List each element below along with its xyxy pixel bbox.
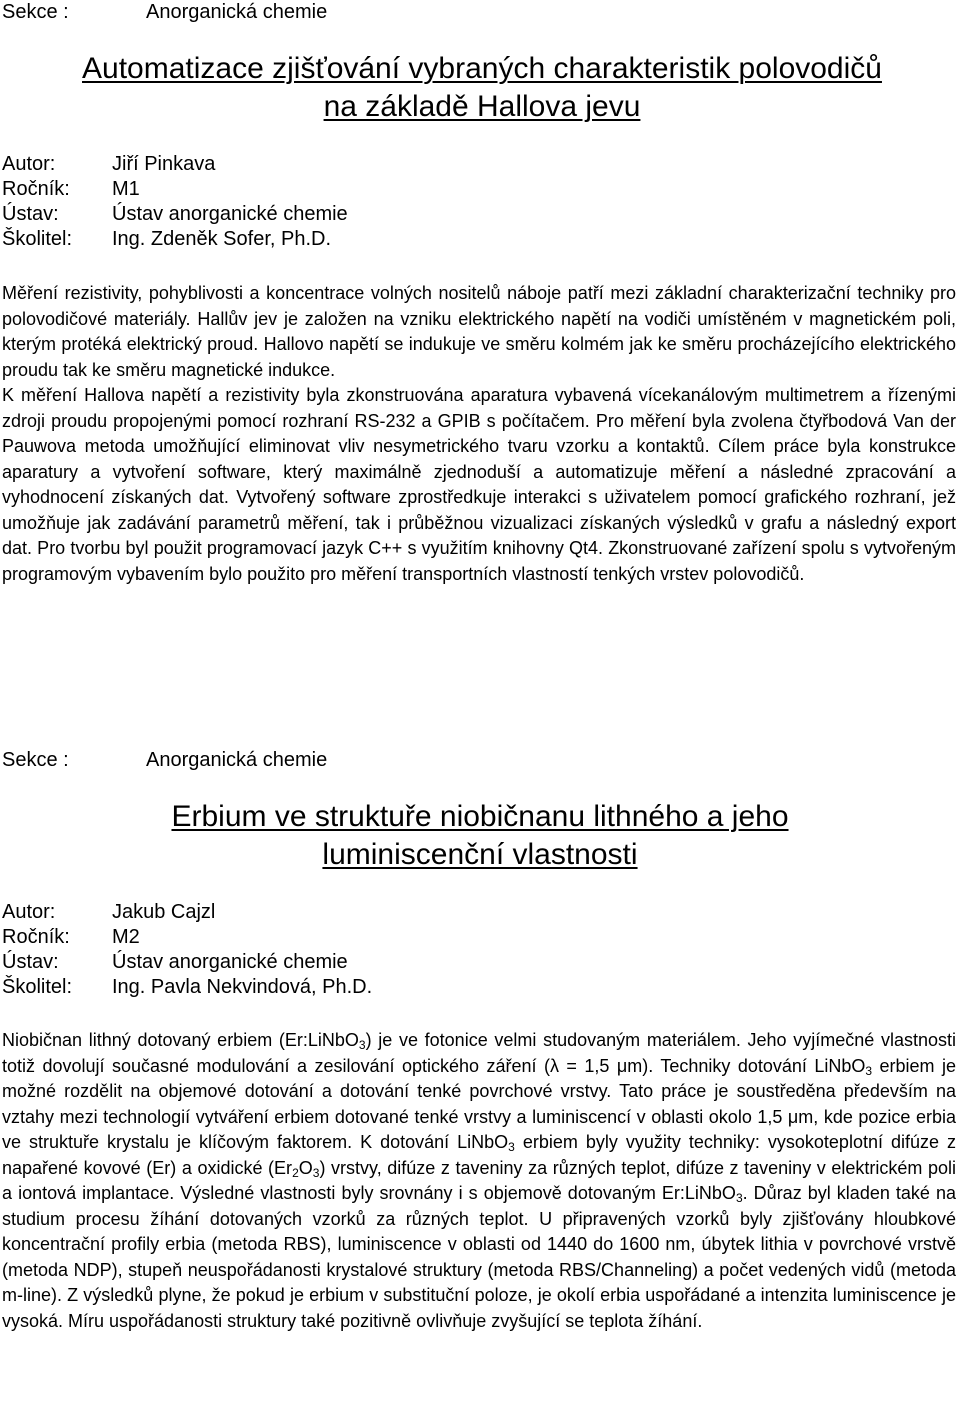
institute-value: Ústav anorganické chemie (112, 203, 348, 225)
section2-paragraph (2, 1028, 956, 1334)
subscript: 3 (312, 1165, 320, 1180)
section2-title-line1: Erbium ve struktuře niobičnanu lithného a jeho (171, 800, 789, 833)
section1-label: Sekce : (2, 1, 69, 23)
section1-title-line2: na základě Hallova jevu (323, 90, 641, 123)
institute-label: Ústav: (2, 951, 59, 973)
author-value: Jiří Pinkava (112, 153, 216, 175)
author-row (2, 900, 372, 925)
subscript: 2 (292, 1165, 299, 1180)
supervisor-value: Ing. Pavla Nekvindová, Ph.D. (112, 976, 373, 998)
subscript: 3 (735, 1191, 743, 1205)
section1-header (2, 0, 327, 24)
year-label: Ročník: (2, 178, 70, 200)
text-run: . Důraz byl kladen také na studium procesu žíhání dotovaných vzorků za různých teplot. U připravených vzorků byly zjišťovány hloubkové koncentrační profily erbia (metoda RBS), luminiscence v oblasti od 1440 do 1600 nm, úbytek lithia v povrchové vrstvě (metoda NDP), stupeň neuspořádanosti krystalové struktury (metoda RBS/Channeling) a počet vedených vidů (metoda m-line). Z výsledků plyne, že pokud je erbium v substituční poloze, je okolí erbia uspořádané a intenzita luminiscence je vysoká. Míru uspořádanosti struktury také pozitivně ovlivňuje zvyšující se teplota žíhání. (2, 1183, 956, 1331)
section1-meta (2, 152, 348, 252)
section2-title-line2: luminiscenční vlastnosti (322, 838, 638, 871)
section1-title (0, 50, 960, 126)
text-run: Niobičnan lithný dotovaný erbiem (Er:LiNbO (2, 1030, 359, 1050)
text-run: O (298, 1157, 313, 1178)
section1-abstract (2, 281, 956, 587)
section2-title (0, 798, 960, 874)
section1-paragraph-1: Měření rezistivity, pohyblivosti a koncentrace volných nositelů náboje patří mezi základní charakterizační techniky pro polovodičové materiály. Hallův jev je založen na vzniku elektrického napětí na vodiči umístěném v magnetickém poli, kterým protéká elektrický proud. Hallovo napětí se indukuje ve směru kolmém jak ke směru procházejícího elektrického proudu tak ke směru magnetické indukce. (2, 283, 956, 380)
section1-title-line1: Automatizace zjišťování vybraných charakteristik polovodičů (82, 52, 882, 85)
year-value: M2 (112, 926, 140, 948)
institute-value: Ústav anorganické chemie (112, 951, 348, 973)
text-run: erbiem je možné rozdělit na objemové dotování a dotování tenké povrchové vrstvy. Tato práce je soustředěna především na vztahy mezi technologií vytváření erbiem dotované tenké vrstvy a luminiscencí v oblasti okolo 1,5 μm, kde pozice erbia ve struktuře krystalu je klíčovým faktorem. K dotování LiNbO (2, 1055, 957, 1152)
supervisor-row (2, 227, 348, 252)
institute-row (2, 202, 348, 227)
year-row (2, 177, 348, 202)
supervisor-row (2, 975, 372, 1000)
year-value: M1 (112, 178, 140, 200)
section1-value: Anorganická chemie (146, 1, 328, 23)
text-run: ) je ve fotonice velmi studovaným materiálem. Jeho vyjímečné vlastnosti totiž dovolují současné modulování a zesilování optického záření (λ = 1,5 μm). Techniky dotování LiNbO (2, 1030, 956, 1076)
text-run: erbiem byly využity techniky: vysokoteplotní difúze z napařené kovové (Er) a oxidické (Er (2, 1132, 956, 1178)
subscript: 3 (865, 1063, 873, 1078)
subscript: 3 (508, 1140, 515, 1154)
institute-label: Ústav: (2, 203, 59, 225)
supervisor-label: Školitel: (2, 976, 73, 998)
year-row (2, 925, 372, 950)
section2-label: Sekce : (2, 749, 69, 771)
text-run: ) vrstvy, difúze z taveniny za různých teplot, difúze z taveniny v elektrickém poli a iontová implantace. Výsledné vlastnosti byly srovnány i s objemově dotovaným Er:LiNbO (2, 1157, 956, 1203)
author-label: Autor: (2, 153, 56, 175)
section1-paragraph-2: K měření Hallova napětí a rezistivity byla zkonstruována aparatura vybavená vícekanálovým multimetrem a řízenými zdroji proudu propojenými pomocí rozhraní RS-232 a GPIB s počítačem. Pro měření byla zvolena čtyřbodová Van der Pauwova metoda umožňující eliminovat vliv nesymetrického tvaru vzorku a kontaktů. Cílem práce byla konstrukce aparatury a vytvoření software, který maximálně zjednoduší a automatizuje měření a následné zpracování a vyhodnocení získaných dat. Vytvořený software zprostředkuje interakci s uživatelem pomocí grafického rozhraní, jež umožňuje jak zadávání parametrů měření, tak i průběžnou vizualizaci získaných výsledků v grafu a následný export dat. Pro tvorbu byl použit programovací jazyk C++ s využitím knihovny Qt4. Zkonstruované zařízení spolu s vytvořeným programovým vybavením bylo použito pro měření transportních vlastností tenkých vrstev polovodičů. (2, 385, 956, 584)
section2-value: Anorganická chemie (146, 749, 328, 771)
section2-header (2, 748, 327, 772)
section2-abstract (2, 1028, 956, 1334)
supervisor-label: Školitel: (2, 228, 73, 250)
author-label: Autor: (2, 901, 56, 923)
subscript: 3 (358, 1038, 366, 1052)
author-value: Jakub Cajzl (112, 901, 216, 923)
section2-meta (2, 900, 372, 1000)
author-row (2, 152, 348, 177)
supervisor-value: Ing. Zdeněk Sofer, Ph.D. (112, 228, 332, 250)
institute-row (2, 950, 372, 975)
year-label: Ročník: (2, 926, 70, 948)
